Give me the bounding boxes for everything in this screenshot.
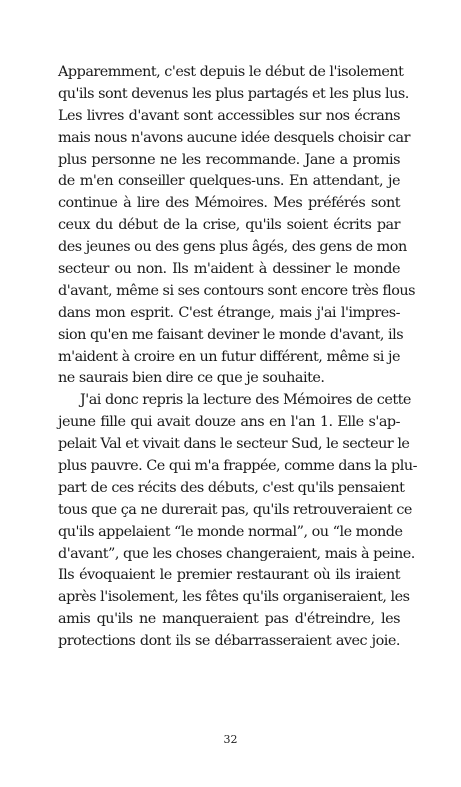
page-number: 32 bbox=[223, 733, 238, 746]
text-line: après l'isolement, les fêtes qu'ils organiseraient, les bbox=[58, 589, 410, 606]
text-line: des jeunes ou des gens plus âgés, des gens de mon bbox=[58, 239, 407, 256]
text-line: Les livres d'avant sont accessibles sur nos écrans bbox=[58, 107, 400, 124]
body-text bbox=[58, 62, 418, 653]
text-line: tous que ça ne durerait pas, qu'ils retrouveraient ce bbox=[58, 501, 412, 518]
text-line: Apparemment, c'est depuis le début de l'isolement bbox=[58, 64, 404, 80]
text-line: plus personne ne les recommande. Jane a promis bbox=[58, 151, 400, 168]
text-line: m'aident à croire en un futur différent, même si je bbox=[58, 348, 400, 365]
text-line: J'ai donc repris la lecture des Mémoires de cette bbox=[80, 392, 411, 409]
text-line: mais nous n'avons aucune idée desquels choisir car bbox=[58, 129, 410, 146]
text-line: protections dont ils se débarrasseraient avec joie. bbox=[58, 633, 400, 650]
text-line: qu'ils appelaient “le monde normal”, ou “le monde bbox=[58, 523, 403, 540]
text-line: ceux du début de la crise, qu'ils soient écrits par bbox=[58, 217, 400, 234]
text-line: sion qu'en me faisant deviner le monde d'avant, ils bbox=[58, 326, 404, 343]
text-line: ne saurais bien dire ce que je souhaite. bbox=[58, 370, 325, 387]
text-line: part de ces récits des débuts, c'est qu'ils pensaient bbox=[58, 479, 405, 496]
text-line: dans mon esprit. C'est étrange, mais j'ai l'impres- bbox=[58, 304, 400, 321]
text-line: secteur ou non. Ils m'aident à dessiner le monde bbox=[58, 261, 400, 278]
text-line: continue à lire des Mémoires. Mes préférés sont bbox=[58, 195, 400, 212]
text-line: plus pauvre. Ce qui m'a frappée, comme dans la plu- bbox=[58, 458, 418, 475]
text-line: jeune fille qui avait douze ans en l'an 1. Elle s'ap- bbox=[58, 414, 400, 431]
text-line: de m'en conseiller quelques-uns. En attendant, je bbox=[58, 173, 400, 190]
text-line: amis qu'ils ne manqueraient pas d'étreindre, les bbox=[58, 611, 400, 628]
text-line: d'avant”, que les choses changeraient, mais à peine. bbox=[58, 545, 415, 562]
paragraph bbox=[58, 390, 418, 653]
text-line: pelait Val et vivait dans le secteur Sud, le secteur le bbox=[58, 436, 410, 453]
text-line: Ils évoquaient le premier restaurant où ils iraient bbox=[58, 567, 400, 584]
text-line: d'avant, même si ses contours sont encore très flous bbox=[58, 282, 416, 299]
paragraph bbox=[58, 62, 416, 390]
text-line: qu'ils sont devenus les plus partagés et les plus lus. bbox=[58, 85, 409, 102]
